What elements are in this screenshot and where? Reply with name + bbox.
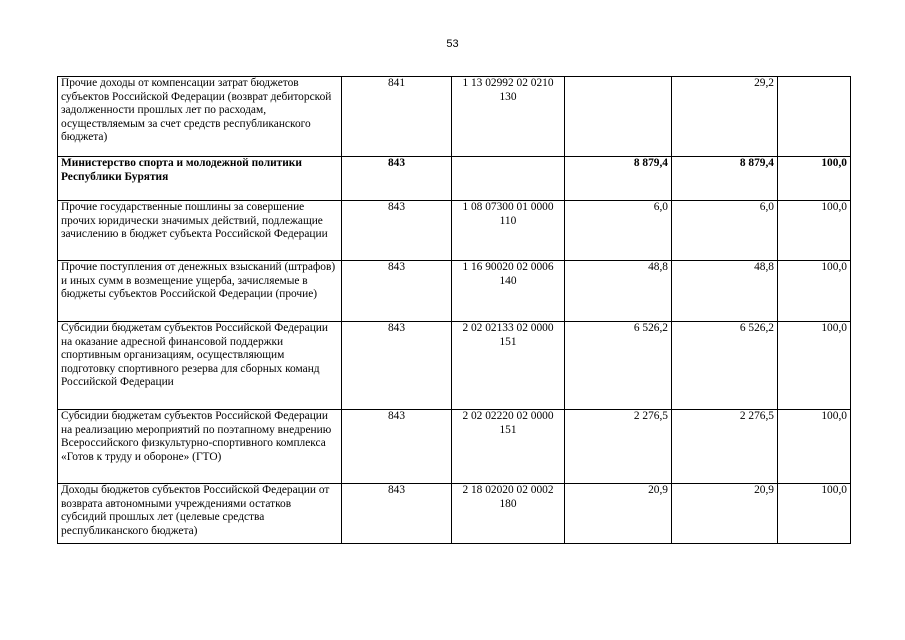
row-name: Доходы бюджетов субъектов Российской Федерации от возврата автономными учреждениями остатков субсидий прошлых лет (целевые средства республиканского бюджета) [58, 484, 342, 544]
row-fact-value: 6,0 [672, 201, 778, 261]
row-name: Субсидии бюджетам субъектов Российской Федерации на реализацию мероприятий по поэтапному внедрению Всероссийского физкультурно-спортивного комплекса «Готов к труду и обороне» (ГТО) [58, 410, 342, 484]
row-percent-value: 100,0 [778, 261, 851, 322]
row-admin-code: 843 [342, 410, 452, 484]
row-budget-code: 2 02 02220 02 0000 151 [452, 410, 565, 484]
row-plan-value: 20,9 [565, 484, 672, 544]
table-row [58, 77, 851, 157]
row-name: Прочие поступления от денежных взысканий (штрафов) и иных сумм в возмещение ущерба, зачисляемые в бюджеты субъектов Российской Федерации (прочие) [58, 261, 342, 322]
row-plan-value: 6,0 [565, 201, 672, 261]
table-row [58, 322, 851, 410]
row-fact-value: 2 276,5 [672, 410, 778, 484]
row-budget-code: 1 08 07300 01 0000 110 [452, 201, 565, 261]
row-budget-code: 2 02 02133 02 0000 151 [452, 322, 565, 410]
row-plan-value: 8 879,4 [565, 157, 672, 201]
row-fact-value: 6 526,2 [672, 322, 778, 410]
row-percent-value: 100,0 [778, 410, 851, 484]
row-name: Прочие государственные пошлины за совершение прочих юридически значимых действий, подлежащие зачислению в бюджет субъекта Российской Федерации [58, 201, 342, 261]
row-admin-code: 843 [342, 201, 452, 261]
row-admin-code: 843 [342, 322, 452, 410]
row-name: Субсидии бюджетам субъектов Российской Федерации на оказание адресной финансовой поддержки спортивным организациям, осуществляющим подготовку спортивного резерва для сборных команд Российской Федерации [58, 322, 342, 410]
row-percent-value: 100,0 [778, 201, 851, 261]
row-admin-code: 843 [342, 261, 452, 322]
budget-revenue-table [57, 76, 851, 544]
row-percent-value: 100,0 [778, 322, 851, 410]
table-row [58, 410, 851, 484]
row-admin-code: 841 [342, 77, 452, 157]
row-budget-code: 2 18 02020 02 0002 180 [452, 484, 565, 544]
row-budget-code: 1 16 90020 02 0006 140 [452, 261, 565, 322]
row-name: Прочие доходы от компенсации затрат бюджетов субъектов Российской Федерации (возврат дебиторской задолженности прошлых лет по расходам, осуществляемым за счет средств республиканского бюджета) [58, 77, 342, 157]
row-budget-code: 1 13 02992 02 0210 130 [452, 77, 565, 157]
row-plan-value: 48,8 [565, 261, 672, 322]
page-number: 53 [446, 38, 459, 50]
row-percent-value: 100,0 [778, 157, 851, 201]
row-plan-value: 6 526,2 [565, 322, 672, 410]
row-name: Министерство спорта и молодежной политики Республики Бурятия [58, 157, 342, 201]
row-fact-value: 20,9 [672, 484, 778, 544]
row-admin-code: 843 [342, 157, 452, 201]
row-plan-value: 2 276,5 [565, 410, 672, 484]
table-row-ministry [58, 157, 851, 201]
row-plan-value [565, 77, 672, 157]
row-fact-value: 48,8 [672, 261, 778, 322]
row-percent-value: 100,0 [778, 484, 851, 544]
table-row [58, 484, 851, 544]
row-percent-value [778, 77, 851, 157]
row-admin-code: 843 [342, 484, 452, 544]
table-row [58, 261, 851, 322]
row-fact-value: 8 879,4 [672, 157, 778, 201]
row-fact-value: 29,2 [672, 77, 778, 157]
table-row [58, 201, 851, 261]
row-budget-code [452, 157, 565, 201]
